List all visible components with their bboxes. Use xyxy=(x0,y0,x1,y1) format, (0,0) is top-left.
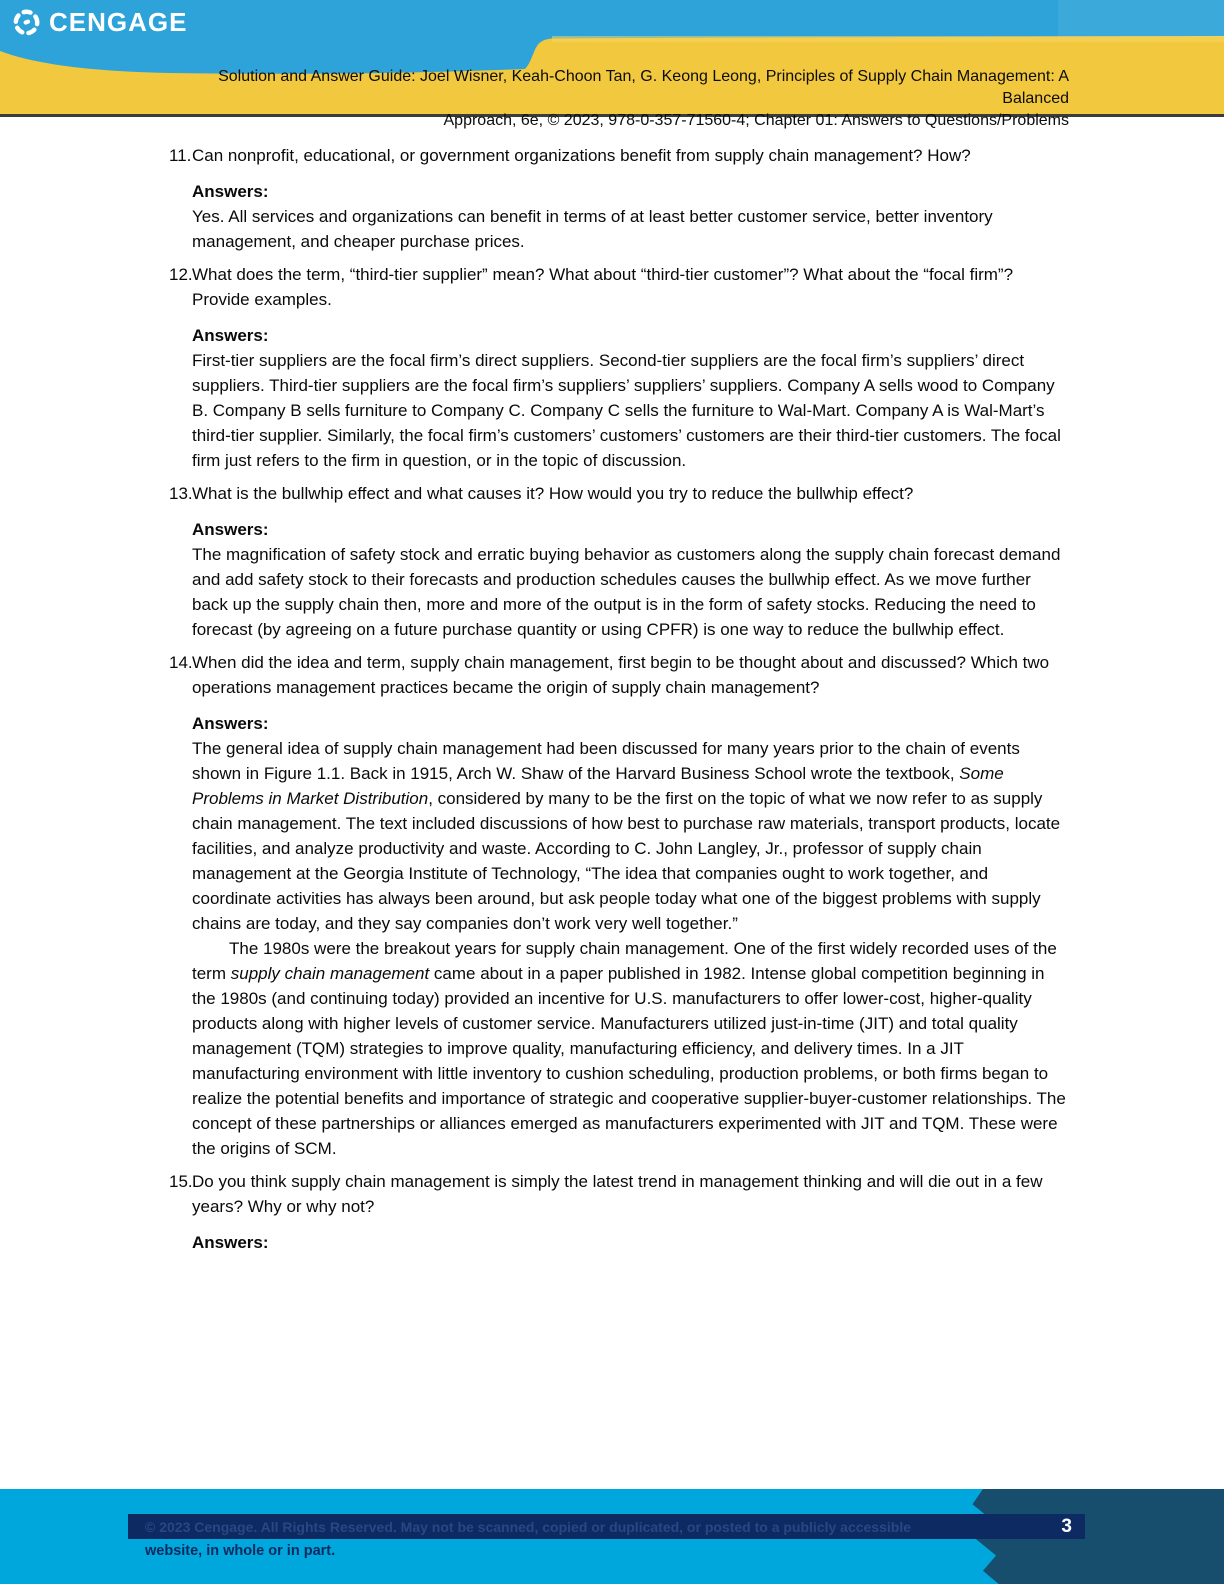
cengage-swirl-icon xyxy=(9,5,44,40)
answers-label: Answers: xyxy=(192,714,269,733)
answer-section xyxy=(192,1230,1068,1255)
answer-section xyxy=(192,517,1068,642)
answer-paragraphs xyxy=(192,204,1068,254)
cengage-logo xyxy=(9,5,187,40)
answer-text: came about in a paper published in 1982. Intense global competition beginning in the 1980s (and continuing today) provided an incentive for U.S. manufacturers to offer lower-cost, higher-quality products along with higher levels of customer service. Manufacturers utilized just-in-time (JIT) and total quality management (TQM) strategies to improve quality, manufacturing efficiency, and delivery times. In a JIT manufacturing environment with little inventory to cushion scheduling, production problems, or both firms began to realize the potential benefits and importance of strategic and cooperative supplier-buyer-customer relationships. The concept of these partnerships or alliances emerged as manufacturers experimented with JIT and TQM. These were the origins of SCM. xyxy=(192,964,1066,1158)
question-text: Can nonprofit, educational, or government organizations benefit from supply chain management? How? xyxy=(192,146,971,165)
copyright-text-continued: website, in whole or in part. xyxy=(145,1543,336,1559)
question-block xyxy=(169,650,1068,1161)
answer-paragraph xyxy=(192,936,1068,1161)
question-block xyxy=(169,143,1068,254)
question-text: What does the term, “third-tier supplier” mean? What about “third-tier customer”? What about the “focal firm”? Provide examples. xyxy=(192,265,1014,309)
answer-paragraph xyxy=(192,204,1068,254)
copyright-bar xyxy=(128,1514,1085,1539)
answers-label: Answers: xyxy=(192,326,269,345)
answer-text-italic: supply chain management xyxy=(230,964,430,983)
answer-text: Yes. All services and organizations can benefit in terms of at least better customer service, better inventory management, and cheaper purchase prices. xyxy=(192,207,993,251)
question-text: When did the idea and term, supply chain management, first begin to be thought about and discussed? Which two operations management practices became the origin of supply chain management? xyxy=(192,653,1050,697)
answer-paragraphs xyxy=(192,348,1068,473)
answer-paragraphs xyxy=(192,736,1068,1161)
answer-paragraph xyxy=(192,348,1068,473)
question-text: Do you think supply chain management is simply the latest trend in management thinking and will die out in a few years? Why or why not? xyxy=(192,1172,1043,1216)
answer-text: The magnification of safety stock and erratic buying behavior as customers along the supply chain forecast demand and add safety stock to their forecasts and production schedules causes the bullwhip effect. As we move further back up the supply chain then, more and more of the output is in the form of safety stocks. Reducing the need to forecast (by agreeing on a future purchase quantity or using CPFR) is one way to reduce the bullwhip effect. xyxy=(192,545,1061,639)
questions-list xyxy=(169,143,1068,1263)
logo-wordmark: CENGAGE xyxy=(49,7,188,37)
document-title-line1: Solution and Answer Guide: Joel Wisner, Keah-Choon Tan, G. Keong Leong, Principles of Supply Chain Management: A Balanced xyxy=(218,68,1069,107)
copyright-text: © 2023 Cengage. All Rights Reserved. May not be scanned, copied or duplicated, or posted to a publicly accessible xyxy=(145,1518,912,1535)
page-header xyxy=(0,0,1224,129)
document-title-line2: Approach, 6e, © 2023, 978-0-357-71560-4; Chapter 01: Answers to Questions/Problems xyxy=(443,112,1069,129)
document-title xyxy=(149,66,1069,132)
question-number: 13. xyxy=(169,484,193,503)
question-number: 14. xyxy=(169,653,193,672)
answer-section xyxy=(192,179,1068,254)
answer-paragraphs xyxy=(192,542,1068,642)
answer-paragraph xyxy=(192,736,1068,936)
answer-section xyxy=(192,711,1068,1161)
answers-label: Answers: xyxy=(192,1233,269,1252)
answer-text-italic: Some Problems in Market Distribution xyxy=(192,764,1004,808)
answer-text: The general idea of supply chain management had been discussed for many years prior to the chain of events shown in Figure 1.1. Back in 1915, Arch W. Shaw of the Harvard Business School wrote the textbook, xyxy=(192,739,1020,783)
answer-text: First-tier suppliers are the focal firm’s direct suppliers. Second-tier suppliers are the focal firm’s suppliers’ direct suppliers. Third-tier suppliers are the focal firm’s suppliers’ suppliers’ suppliers. Company A sells wood to Company B. Company B sells furniture to Company C. Company C sells the furniture to Wal-Mart. Company A is Wal-Mart’s third-tier supplier. Similarly, the focal firm’s customers’ customers’ customers are their third-tier customers. The focal firm just refers to the firm in question, or in the topic of discussion. xyxy=(192,351,1061,470)
answer-paragraph xyxy=(192,542,1068,642)
answer-text: The 1980s were the breakout years for supply chain management. One of the first widely recorded uses of the term xyxy=(192,939,1057,983)
question-block xyxy=(169,1169,1068,1255)
question-number: 15. xyxy=(169,1172,193,1191)
question-block xyxy=(169,262,1068,473)
question-text: What is the bullwhip effect and what causes it? How would you try to reduce the bullwhip effect? xyxy=(192,484,914,503)
page-footer xyxy=(0,1489,1224,1584)
question-number: 11. xyxy=(169,146,192,165)
page-number: 3 xyxy=(1061,1515,1072,1537)
answer-text: , considered by many to be the first on the topic of what we now refer to as supply chain management. The text included discussions of how best to purchase raw materials, transport products, locate facilities, and analyze productivity and waste. According to C. John Langley, Jr., professor of supply chain management at the Georgia Institute of Technology, “The idea that companies ought to work together, and coordinate activities has always been around, but ask people today what one of the biggest problems with supply chains are today, and they say companies don’t work very well together.” xyxy=(192,789,1061,933)
answer-section xyxy=(192,323,1068,473)
question-block xyxy=(169,481,1068,642)
answers-label: Answers: xyxy=(192,520,269,539)
answers-label: Answers: xyxy=(192,182,269,201)
question-number: 12. xyxy=(169,265,193,284)
